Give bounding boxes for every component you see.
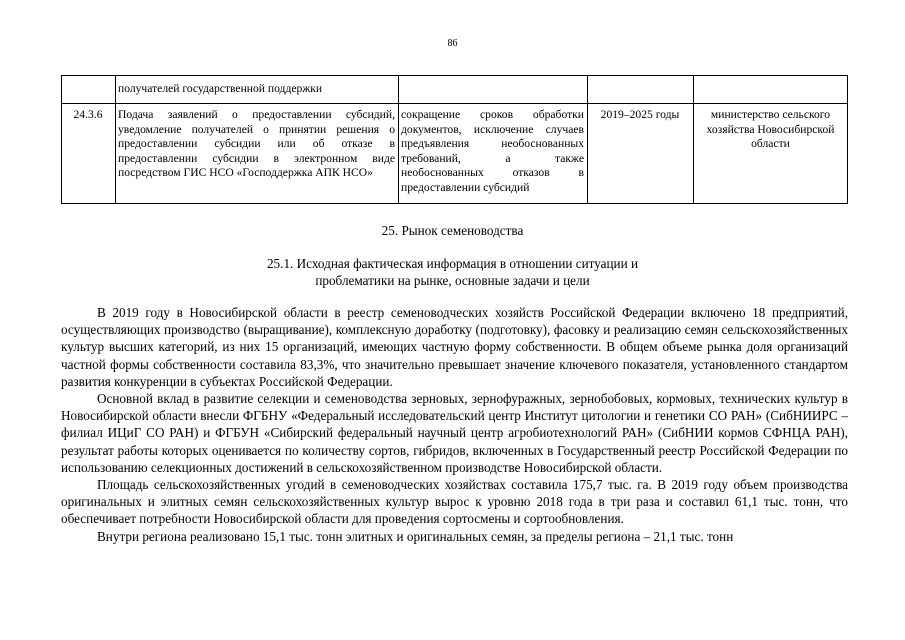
body-text bbox=[61, 304, 848, 545]
table-line bbox=[61, 103, 848, 104]
paragraph: Площадь сельскохозяйственных угодий в семеноводческих хозяйствах составила 175,7 тыс. га. В 2019 году объем производства оригинальных и элитных семян сельскохозяйственных культур вырос к уровню 2018 года в три раза и составил 61,1 тыс. тонн, что обеспечивает потребности Новосибирской области для проведения сортосмены и сортообновления. bbox=[61, 477, 848, 527]
table-cell-period: 2019–2025 годы bbox=[600, 108, 680, 121]
paragraph: В 2019 году в Новосибирской области в реестр семеноводческих хозяйств Российской Федерации включено 18 предприятий, осуществляющих производство (выращивание), комплексную доработку (подготовку), фасовку и реализацию семян сельскохозяйственных культур высших категорий, из них 15 организаций, имеющих частную форму собственности. В общем объеме рынка доля организаций частной формы собственности составила 83,3%, что значительно превышает значение ключевого показателя, установленного стандартом развития конкуренции в субъектах Российской Федерации. bbox=[61, 305, 848, 389]
table-line bbox=[115, 75, 116, 204]
table-line bbox=[61, 75, 848, 76]
table-cell-executor: министерство сельского хозяйства Новосибирской области bbox=[706, 108, 835, 150]
table-line bbox=[61, 203, 848, 204]
paragraph: Основной вклад в развитие селекции и семеноводства зерновых, зернофуражных, зернобобовых, кормовых, технических культур в Новосибирской области внесли ФГБНУ «Федеральный исследовательский центр Институт цитологии и генетики СО РАН» (СибНИИРС – филиал ИЦиГ СО РАН) и ФГБУН «Сибирский федеральный научный центр агробиотехнологий РАН» (СибНИИ кормов СФНЦА РАН), результат работы которых оценивается по количеству сортов, гибридов, включенных в Государственный реестр Российской Федерации по использованию селекционных достижений в сельскохозяйственном производстве Новосибирской области. bbox=[61, 391, 848, 475]
page-number: 86 bbox=[447, 38, 458, 49]
table-line bbox=[847, 75, 848, 204]
table-line bbox=[693, 75, 694, 204]
measures-table bbox=[61, 75, 848, 204]
subsection-title: 25.1. Исходная фактическая информация в отношении ситуации и проблематики на рынке, основные задачи и цели bbox=[266, 256, 639, 288]
table-cell-number: 24.3.6 bbox=[73, 108, 103, 121]
table-cell-measure: Подача заявлений о предоставлении субсидий, уведомление получателей о принятии решения о предоставлении субсидии или об отказе в предоставлении субсидии в электронном виде посредством ГИС НСО «Господдержка АПК НСО» bbox=[118, 108, 395, 179]
section-title: 25. Рынок семеноводства bbox=[381, 223, 524, 238]
table-line bbox=[61, 75, 62, 204]
table-line bbox=[587, 75, 588, 204]
table-cell-result: сокращение сроков обработки документов, исключение случаев предъявления необоснованных требований, а также необоснованных отказов в предоставлении субсидий bbox=[401, 108, 584, 194]
table-cell-continuation: получателей государственной поддержки bbox=[118, 82, 323, 95]
paragraph: Внутри региона реализовано 15,1 тыс. тонн элитных и оригинальных семян, за пределы региона – 21,1 тыс. тонн bbox=[97, 528, 734, 544]
table-line bbox=[398, 75, 399, 204]
